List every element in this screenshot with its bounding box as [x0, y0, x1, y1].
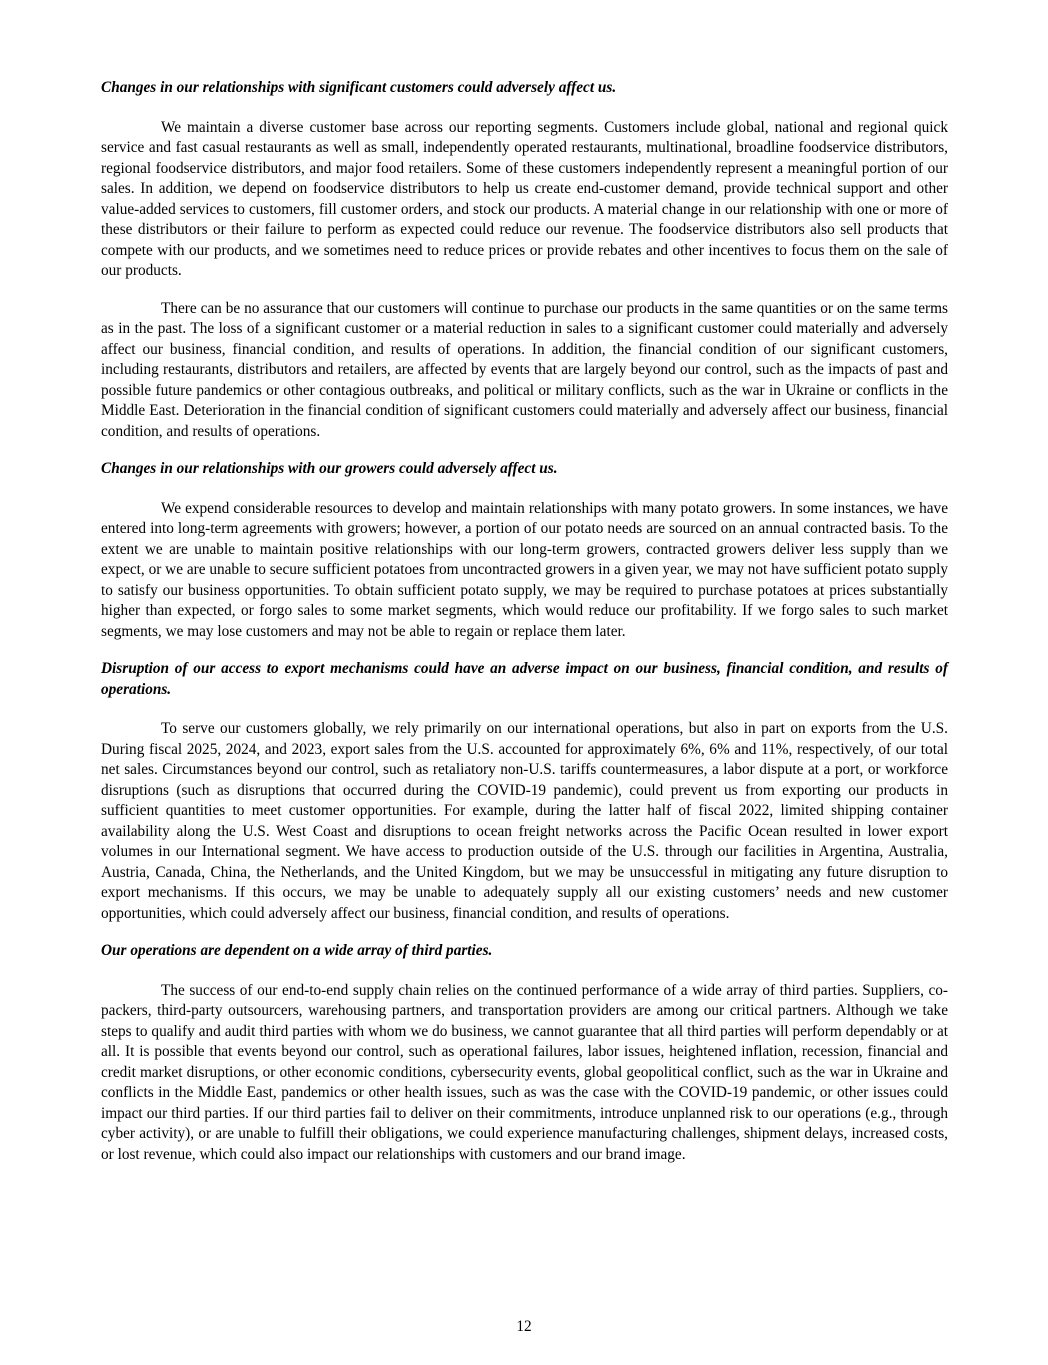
paragraph: There can be no assurance that our customers will continue to purchase our products in the same quantities or on the same terms as in the past. The loss of a significant customer or a material reduction in sales to a significant customer could materially and adversely affect our business, financial condition, and results of operations. In addition, the financial condition of our significant customers, including restaurants, distributors and retailers, are affected by events that are largely beyond our control, such as the impacts of past and possible future pandemics or other contagious outbreaks, and political or military conflicts, such as the war in Ukraine or conflicts in the Middle East. Deterioration in the financial condition of significant customers could materially and adversely affect our business, financial condition, and results of operations.	[101, 299, 948, 440]
paragraph: We maintain a diverse customer base across our reporting segments. Customers include global, national and regional quick service and fast casual restaurants as well as small, independently operated restaurants, multinational, broadline foodservice distributors, regional foodservice distributors, and major food retailers. Some of these customers independently represent a meaningful portion of our sales. In addition, we depend on foodservice distributors to help us create end-customer demand, provide technical support and other value-added services to customers, fill customer orders, and stock our products. A material change in our relationship with one or more of these distributors or their failure to perform as expected could reduce our revenue. The foodservice distributors also sell products that compete with our products, and we sometimes need to reduce prices or provide rebates and other incentives to focus them on the sale of our products.	[101, 118, 948, 279]
page-number: 12	[516, 1318, 532, 1335]
section-heading-customers: Changes in our relationships with significant customers could adversely affect us.	[101, 79, 617, 96]
section-heading-growers: Changes in our relationships with our growers could adversely affect us.	[101, 460, 558, 477]
paragraph: The success of our end-to-end supply chain relies on the continued performance of a wide array of third parties. Suppliers, co-packers, third-party outsourcers, warehousing partners, and transportation providers are among our critical partners. Although we take steps to qualify and audit third parties with whom we do business, we cannot guarantee that all third parties will perform dependably or at all. It is possible that events beyond our control, such as operational failures, labor issues, heightened inflation, recession, financial and credit market disruptions, or other economic conditions, cybersecurity events, global geopolitical conflict, such as the war in Ukraine and conflicts in the Middle East, pandemics or other health issues, such as was the case with the COVID-19 pandemic, or other issues could impact our third parties. If our third parties fail to deliver on their commitments, introduce unplanned risk to our operations (e.g., through cyber activity), or are unable to fulfill their obligations, we could experience manufacturing challenges, shipment delays, increased costs, or lost revenue, which could also impact our relationships with customers and our brand image.	[101, 981, 948, 1163]
document-page	[101, 78, 948, 1165]
paragraph: We expend considerable resources to develop and maintain relationships with many potato growers. In some instances, we have entered into long-term agreements with growers; however, a portion of our potato needs are sourced on an annual contracted basis. To the extent we are unable to maintain positive relationships with our long-term growers, contracted growers deliver less supply than we expect, or we are unable to secure sufficient potatoes from uncontracted growers in a given year, we may not have sufficient potato supply to satisfy our business opportunities. To obtain sufficient potato supply, we may be required to purchase potatoes at prices substantially higher than expected, or forgo sales to some market segments, which would reduce our profitability. If we forgo sales to such market segments, we may lose customers and may not be able to regain or replace them later.	[101, 499, 948, 640]
paragraph: To serve our customers globally, we rely primarily on our international operations, but also in part on exports from the U.S. During fiscal 2025, 2024, and 2023, export sales from the U.S. accounted for approximately 6%, 6% and 11%, respectively, of our total net sales. Circumstances beyond our control, such as retaliatory non-U.S. tariffs countermeasures, a labor dispute at a port, or workforce disruptions (such as disruptions that occurred during the COVID-19 pandemic), could prevent us from exporting our products in sufficient quantities to meet customer opportunities. For example, during the latter half of fiscal 2022, limited shipping container availability along the U.S. West Coast and disruptions to ocean freight networks across the Pacific Ocean resulted in lower export volumes in our International segment. We have access to production outside of the U.S. through our facilities in Argentina, Australia, Austria, Canada, China, the Netherlands, and the United Kingdom, but we may be unsuccessful in mitigating any future disruption to export mechanisms. If this occurs, we may be unable to adequately supply all our existing customers’ needs and new customer opportunities, which could adversely affect our business, financial condition, and results of operations.	[101, 720, 948, 922]
section-heading-export: Disruption of our access to export mechanisms could have an adverse impact on our business, financial condition, and results of operations.	[101, 660, 948, 698]
section-heading-third-parties: Our operations are dependent on a wide array of third parties.	[101, 942, 493, 959]
